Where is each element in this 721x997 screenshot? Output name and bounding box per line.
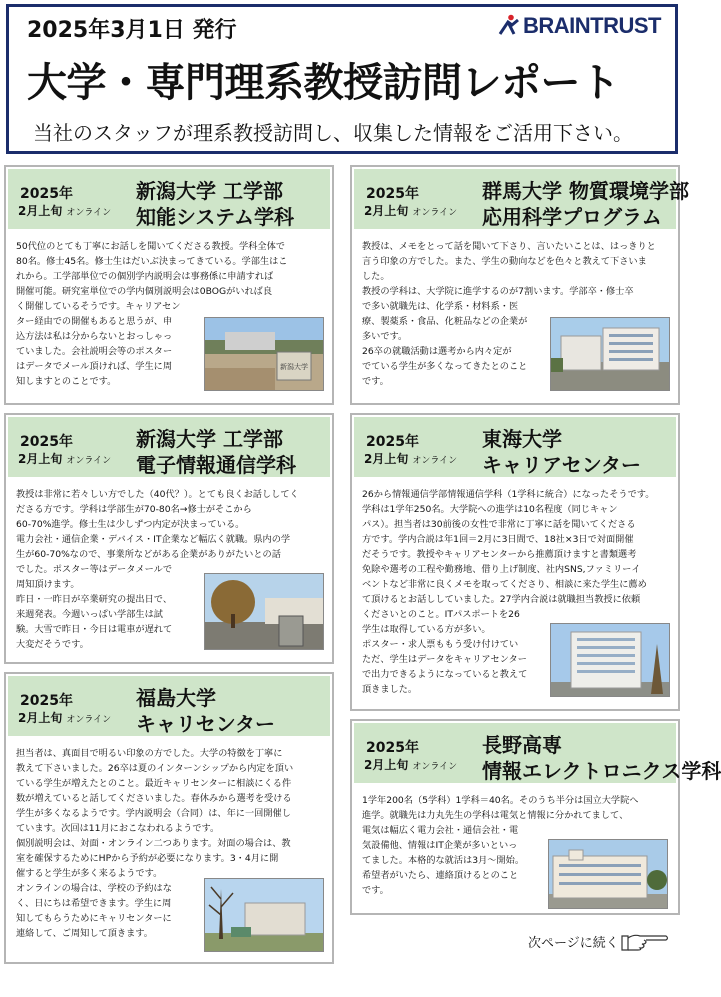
- org-name: 新潟大学 工学部: [136, 427, 283, 451]
- org-name: 群馬大学 物質環境学部: [482, 179, 689, 203]
- dept-name: キャリセンター: [136, 712, 275, 736]
- logo-text: BRAINTRUST: [523, 13, 661, 38]
- card-header: [354, 723, 721, 783]
- report-card: [4, 413, 334, 664]
- report-body: 50代位のとても丁寧にお話しを聞いてくださる教授。学科全体で 80名。修士45名。修士生はだいぶ決まってきている。学部生はこ れから。工学部単位での個別学内説明会は事務係に申請すれば 開催可能。研究室単位での学内個別説明会は0BOGがいれば良 く開催しているそうです。キャリアセン ター経由での開催もあると思うが、申 込方法は私は分からないとおっしゃっ ていました。会社説明会等のポスター はデータでメール頂ければ、学生に周 知しますとのことです。: [16, 241, 288, 387]
- org-name: 新潟大学 工学部: [136, 179, 283, 203]
- continue-next-page: 次ページに続く: [528, 936, 619, 951]
- issue-date: 2025年3月1日 発行: [27, 18, 237, 43]
- dept-name: 知能システム学科: [136, 205, 294, 229]
- report-body: 教授は非常に若々しい方でした（40代？）。とても良くお話ししてく ださる方です。学科は学部生が70-80名→修士がそこから 60-70%進学。修士生は少しずつ内定が決まっている。 電力会社・通信企業・デバイス・IT企業など幅広く就職。県内の学 生が60-70%なので、事業所などがある企業がありがたいとの話 でした。ポスター等はデータメールで 周知頂けます。 昨日・一昨日が卒業研究の提出日で、 来週発表。今週いっぱい学部生は試 験。大雪で昨日・今日は電車が遅れて 大変だそうです。: [16, 489, 299, 650]
- report-period: 2月上旬 オンライン: [364, 204, 458, 218]
- campus-tree-road-photo: [204, 573, 324, 650]
- report-card: [4, 672, 334, 964]
- report-year: 2025年: [366, 740, 419, 756]
- campus-buildings-photo: [550, 317, 670, 391]
- card-header: [8, 676, 330, 736]
- page-header: [6, 4, 678, 154]
- page-subtitle: 当社のスタッフが理系教授訪問し、収集した情報をご活用下さい。: [33, 121, 633, 145]
- dept-name: 情報エレクトロニクス学科: [482, 759, 721, 783]
- card-header: [354, 169, 689, 229]
- report-body: 1学年200名（5学科）1学科＝40名。そのうち半分は国立大学院へ 進学。就職先は力丸先生の学科は電気と情報に分かれてまして、 電気は幅広く電力会社・通信会社・電 気設備他、情報はIT企業が多いといっ てました。本格的な就活は3月〜開始。 希望者がいたら、連絡頂けるとのこと です。: [362, 795, 639, 896]
- report-year: 2025年: [20, 186, 73, 202]
- card-header: [8, 169, 330, 229]
- report-card: [350, 413, 680, 711]
- report-period: 2月上旬 オンライン: [18, 711, 112, 725]
- org-name: 東海大学: [482, 427, 562, 451]
- campus-tower-photo: [550, 623, 670, 697]
- report-body: 担当者は、真面目で明るい印象の方でした。大学の特徴を丁寧に 教えて下さいました。26卒は夏のインターンシップから内定を頂い ている学生が増えたとのこと。最近キャリセンターに相談にくる件 数が増えていると話してくださいました。春休みから選考を受ける 学生が多くなるようです。学内説明会（合同）は、年に一回開催し ています。次回は11月におこなわれるようです。 個別説明会は、対面・オンライン二つあります。対面の場合は、教 室を確保するためにHPから予約が必要になります。3・4月に開 催すると学生が多く来るようです。 オンラインの場合は、学校の予約はな く、日にちは希望できます。学生に周 知してもらうためにキャリセンターに 連絡して、ご周知して頂きます。: [16, 748, 294, 939]
- org-name: 長野高専: [482, 733, 562, 757]
- brand-logo: [498, 13, 661, 39]
- report-period: 2月上旬 オンライン: [18, 204, 112, 218]
- report-year: 2025年: [366, 186, 419, 202]
- dept-name: 応用科学プログラム: [482, 205, 662, 229]
- report-year: 2025年: [20, 693, 73, 709]
- report-period: 2月上旬 オンライン: [364, 452, 458, 466]
- card-header: [354, 417, 676, 477]
- report-card: [4, 165, 334, 405]
- report-year: 2025年: [366, 434, 419, 450]
- pointing-hand-icon: [620, 928, 670, 954]
- page-title: 大学・専門理系教授訪問レポート: [27, 60, 620, 106]
- report-period: 2月上旬 オンライン: [18, 452, 112, 466]
- report-card: [350, 165, 689, 405]
- dept-name: 電子情報通信学科: [136, 453, 296, 477]
- campus-winter-trees-photo: [204, 878, 324, 952]
- dept-name: キャリアセンター: [482, 453, 641, 477]
- campus-school-building-photo: [548, 839, 668, 909]
- report-period: 2月上旬 オンライン: [364, 758, 458, 772]
- report-card: [350, 719, 721, 915]
- report-body: 教授は、メモをとって話を聞いて下さり、言いたいことは、はっきりと 言う印象の方でした。また、学生の動向などを色々と教えて下さいま した。 教授の学科は、大学院に進学するのが7割います。学部卒・修士卒 で多い就職先は、化学系・材料系・医 療、製薬系・食品、化粧品などの企業が 多いです。 26卒の就職活動は選考から内々定が でている学生が多くなってきたとのこと です。: [362, 241, 656, 387]
- campus-gate-photo: [204, 317, 324, 391]
- runner-logo-icon: [498, 14, 520, 36]
- report-body: 26から情報通信学部情報通信学科（1学科に統合）になったそうです。 学科は1学年250名。大学院への進学は10名程度（同じキャン パス）。担当者は30前後の女性で非常に丁寧に話を聞いてくださる 方です。学内合説は年1回＝2月に3日間で、18社×3日で対面開催 だそうです。教授やキャリアセンターから推薦頂けますと書類選考 免除や選考の工程や勤務地、借り上げ制度、社内SNS,ファミリーイ ベントなど非常に良くメモを取ってくださり、相談に来た学生に薦め て頂けるとお話ししていました。27学内合説は就職担当教授に依頼 くださいとのこと。ITパスポートを26 学生は取得している方が多い。 ポスター・求人票ももう受け付けてい ただ、学生はデータをキャリアセンター で出力できるようになっていると教えて 頂きました。: [362, 489, 655, 695]
- gate-sign-text: 新潟大学: [280, 363, 308, 371]
- org-name: 福島大学: [136, 686, 216, 710]
- card-header: [8, 417, 330, 477]
- report-year: 2025年: [20, 434, 73, 450]
